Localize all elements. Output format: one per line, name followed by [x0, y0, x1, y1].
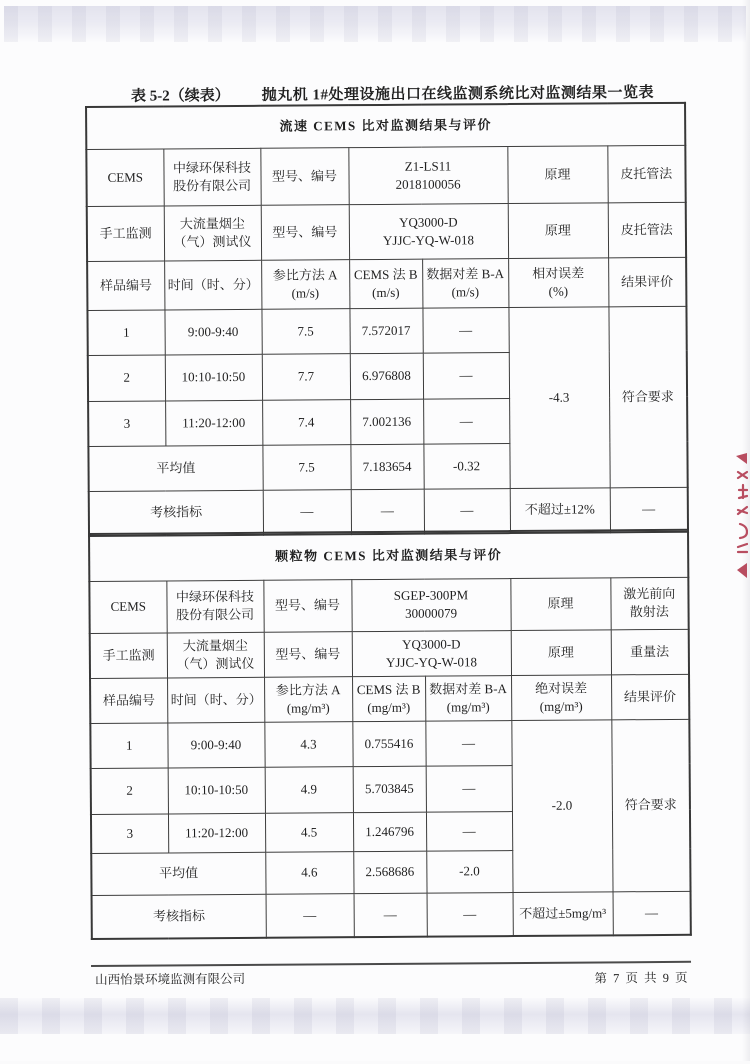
- header-line: 参比方法 A: [275, 682, 341, 698]
- footer-page-number: 第 7 页 共 9 页: [594, 970, 690, 986]
- device-line: 大流量烟尘: [182, 637, 248, 654]
- pm-cems-principle-value-cell: [610, 577, 688, 630]
- ref-value-cell: 7.7: [262, 353, 350, 400]
- device-line: 大流量烟尘: [179, 215, 245, 232]
- column-header-ref-method: [264, 676, 352, 722]
- column-header-evaluation: 结果评价: [611, 674, 689, 720]
- model-line: YQ3000-D: [401, 636, 461, 652]
- flow-manual-model-value-cell: [349, 203, 508, 259]
- average-ref-cell: 7.5: [262, 444, 350, 490]
- model-line: Z1-LS11: [404, 158, 452, 174]
- column-header-absolute-error: [511, 674, 611, 720]
- sample-no-cell: 1: [90, 722, 167, 768]
- flow-cems-principle-label-cell: 原理: [507, 145, 607, 203]
- column-header-cems-method: [349, 259, 422, 309]
- flow-cems-table: [85, 102, 689, 537]
- header-unit: (m/s): [291, 284, 320, 301]
- pm-evaluation-cell: 符合要求: [611, 719, 690, 892]
- sample-no-cell: 3: [91, 813, 168, 853]
- cems-value-cell: 6.976808: [350, 353, 423, 400]
- header-line: 绝对误差: [535, 680, 588, 696]
- flow-section-title: 流速 CEMS 比对监测结果与评价: [86, 103, 685, 149]
- criteria-eval-cell: —: [610, 487, 688, 533]
- criteria-diff-cell: —: [424, 488, 510, 534]
- diff-cell: —: [423, 352, 509, 399]
- ref-value-cell: 4.9: [265, 766, 353, 813]
- company-line: 中绿环保科技: [175, 589, 255, 605]
- diff-cell: —: [422, 307, 508, 353]
- average-diff-cell: -0.32: [423, 443, 509, 489]
- sample-no-cell: 1: [87, 309, 164, 355]
- criteria-label-cell: 考核指标: [89, 490, 263, 536]
- cems-value-cell: 1.246796: [353, 812, 426, 852]
- pm-cems-table: [88, 529, 692, 940]
- header-unit: (mg/m³): [367, 699, 411, 715]
- average-cems-cell: 2.568686: [353, 851, 426, 894]
- page-title-text: 抛丸机 1#处理设施出口在线监测系统比对监测结果一览表: [261, 85, 655, 104]
- header-line: 数据对差 B-A: [426, 266, 505, 282]
- criteria-cems-cell: —: [351, 489, 424, 535]
- column-header-relative-error: [508, 257, 608, 307]
- sample-no-cell: 2: [88, 354, 165, 401]
- time-cell: 9:00-9:40: [167, 722, 264, 768]
- ref-value-cell: 4.5: [265, 812, 353, 852]
- column-header-data-diff: [422, 258, 508, 308]
- model-line: YQ3000-D: [399, 214, 458, 230]
- column-header-cems-method: [352, 676, 425, 722]
- time-cell: 11:20-12:00: [165, 400, 262, 446]
- average-ref-cell: 4.6: [265, 851, 353, 894]
- header-line: 数据对差 B-A: [429, 681, 507, 697]
- header-unit: (mg/m³): [446, 698, 490, 715]
- criteria-limit-cell: 不超过±12%: [510, 487, 610, 533]
- header-unit: (mg/m³): [286, 699, 330, 716]
- column-header-time: 时间（时、分）: [164, 260, 261, 310]
- pm-cems-label-cell: CEMS: [89, 580, 166, 633]
- flow-manual-model-label-cell: 型号、编号: [261, 204, 349, 260]
- column-header-sample: 样品编号: [90, 677, 167, 723]
- flow-cems-label-cell: CEMS: [86, 148, 163, 206]
- model-line: 30000079: [405, 605, 458, 621]
- ref-value-cell: 4.3: [264, 721, 352, 767]
- cems-value-cell: 0.755416: [352, 721, 425, 767]
- cems-value-cell: 7.002136: [350, 399, 423, 445]
- principle-line: 激光前向: [623, 586, 676, 602]
- pm-absolute-error-cell: -2.0: [511, 719, 612, 892]
- model-line: 2018100056: [395, 175, 461, 192]
- header-line: CEMS 法 B: [356, 681, 421, 698]
- flow-evaluation-cell: 符合要求: [608, 306, 687, 488]
- diff-cell: —: [423, 398, 509, 444]
- flow-relative-error-cell: -4.3: [508, 306, 609, 488]
- ref-value-cell: 7.5: [261, 308, 349, 354]
- diff-cell: —: [426, 765, 512, 812]
- header-line: 相对误差: [532, 265, 585, 281]
- pm-manual-label-cell: 手工监测: [90, 632, 167, 678]
- pm-section-title: 颗粒物 CEMS 比对监测结果与评价: [89, 530, 688, 581]
- column-header-sample: 样品编号: [87, 260, 164, 310]
- average-label-cell: 平均值: [91, 852, 265, 895]
- pm-cems-model-label-cell: 型号、编号: [263, 579, 351, 632]
- device-line: （气）测试仪: [173, 233, 252, 249]
- average-cems-cell: 7.183654: [350, 444, 423, 490]
- criteria-eval-cell: —: [613, 891, 691, 936]
- company-line: 股份有限公司: [176, 606, 255, 623]
- device-line: （气）测试仪: [176, 655, 255, 671]
- pm-cems-company-cell: [166, 580, 263, 633]
- column-header-time: 时间（时、分）: [167, 677, 264, 723]
- ref-value-cell: 7.4: [262, 399, 350, 445]
- flow-cems-principle-value-cell: 皮托管法: [607, 145, 685, 203]
- cems-value-cell: 7.572017: [349, 308, 422, 354]
- sample-no-cell: 2: [91, 767, 168, 814]
- column-header-ref-method: [261, 259, 349, 309]
- header-unit: (m/s): [372, 284, 400, 300]
- pm-cems-model-value-cell: [351, 578, 510, 631]
- header-line: CEMS 法 B: [353, 266, 418, 283]
- table-number-label: 表 5-2（续表）: [130, 88, 230, 105]
- criteria-label-cell: 考核指标: [92, 894, 266, 939]
- principle-line: 散射法: [629, 603, 669, 620]
- average-diff-cell: -2.0: [426, 850, 512, 893]
- time-cell: 10:10-10:50: [165, 354, 262, 401]
- criteria-ref-cell: —: [263, 489, 351, 535]
- sample-no-cell: 3: [88, 400, 165, 446]
- criteria-ref-cell: —: [266, 893, 354, 938]
- footer-rule: [91, 961, 691, 967]
- average-label-cell: 平均值: [88, 445, 262, 491]
- flow-manual-principle-label-cell: 原理: [508, 202, 608, 258]
- pm-manual-principle-value-cell: 重量法: [611, 629, 689, 675]
- diff-cell: —: [425, 720, 511, 766]
- column-header-data-diff: [425, 675, 511, 721]
- flow-cems-company-cell: [163, 148, 260, 206]
- footer-company: 山西怡景环境监测有限公司: [95, 971, 246, 987]
- criteria-diff-cell: —: [427, 892, 513, 937]
- flow-manual-label-cell: 手工监测: [87, 205, 164, 261]
- model-line: SGEP-300PM: [393, 587, 469, 604]
- criteria-limit-cell: 不超过±5mg/m³: [513, 891, 613, 936]
- model-line: YJJC-YQ-W-018: [382, 231, 475, 248]
- flow-manual-device-cell: [164, 205, 261, 261]
- pm-cems-principle-label-cell: 原理: [510, 577, 610, 630]
- criteria-cems-cell: —: [354, 893, 427, 938]
- flow-cems-model-value-cell: [348, 146, 507, 204]
- pm-manual-model-value-cell: [352, 630, 511, 676]
- header-unit: (m/s): [451, 283, 480, 299]
- model-line: YJJC-YQ-W-018: [385, 653, 477, 670]
- time-cell: 9:00-9:40: [164, 309, 261, 355]
- red-seal-edge-icon: [718, 452, 748, 582]
- time-cell: 10:10-10:50: [168, 767, 265, 814]
- time-cell: 11:20-12:00: [168, 813, 265, 853]
- pm-manual-model-label-cell: 型号、编号: [264, 631, 352, 677]
- header-unit: (%): [548, 283, 569, 299]
- pm-manual-principle-label-cell: 原理: [511, 629, 611, 675]
- cems-value-cell: 5.703845: [353, 766, 426, 813]
- flow-cems-model-label-cell: 型号、编号: [260, 147, 348, 205]
- column-header-evaluation: 结果评价: [608, 257, 686, 307]
- diff-cell: —: [426, 811, 512, 851]
- company-line: 中绿环保科技: [172, 159, 252, 176]
- header-line: 参比方法 A: [272, 267, 338, 283]
- header-unit: (mg/m³): [539, 698, 583, 714]
- pm-manual-device-cell: [167, 632, 264, 678]
- flow-manual-principle-value-cell: 皮托管法: [608, 202, 686, 258]
- company-line: 股份有限公司: [173, 177, 252, 193]
